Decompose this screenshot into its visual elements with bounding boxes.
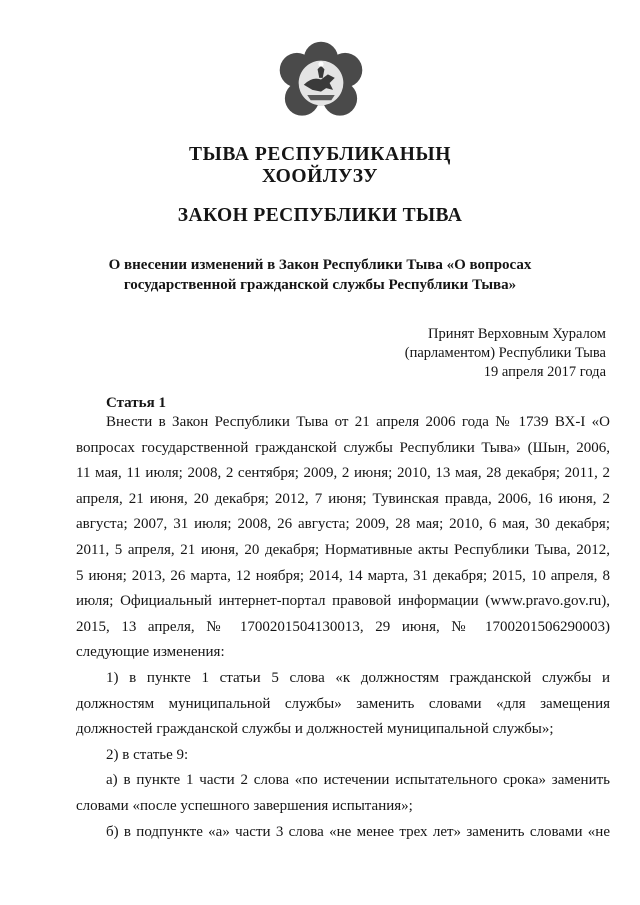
adoption-line: Принят Верховным Хуралом — [428, 326, 606, 342]
text-line: должностей гражданской службы и должностей муниципальной службы»; — [76, 721, 554, 738]
text-line: июля; Официальный интернет-портал правовой информации (www.pravo.gov.ru), — [76, 593, 610, 610]
text-line: 1) в пункте 1 статьи 5 слова «к должностям гражданской службы и — [106, 669, 610, 686]
text-line: августа; 2007, 31 июля; 2008, 26 августа; 2009, 28 мая; 2010, 6 мая, 30 декабря; — [76, 516, 610, 533]
text-line: 2) в статье 9: — [106, 746, 189, 763]
law-word-tuvan: ХООЙЛУЗУ — [261, 166, 379, 187]
text-line: 11 мая, 11 июля; 2008, 2 сентября; 2009, 2 июня; 2010, 13 мая, 28 декабря; 2011, 2 — [76, 465, 610, 482]
law-subject-line: государственной гражданской службы Республики Тыва» — [123, 277, 517, 293]
text-line: 5 июня; 2013, 26 марта, 12 ноября; 2014, 14 марта, 31 декабря; 2015, 10 апреля, 8 — [76, 567, 610, 584]
text-line: следующие изменения: — [76, 644, 225, 661]
tuva-emblem — [278, 40, 364, 126]
text-line: должностям муниципальной службы» заменить словами «для замещения — [76, 695, 610, 712]
text-line: вопросах государственной гражданской службы Республики Тыва» (Шын, 2006, — [76, 439, 610, 456]
text-line: апреля, 21 июня, 20 декабря; 2012, 7 июня; Тувинская правда, 2006, 16 июня, 2 — [76, 490, 610, 507]
adoption-note — [405, 325, 606, 382]
law-subject-line: О внесении изменений в Закон Республики Тыва «О вопросах — [108, 257, 532, 273]
law-title: ЗАКОН РЕСПУБЛИКИ ТЫВА — [177, 205, 463, 226]
text-line: а) в пункте 1 части 2 слова «по истечении испытательного срока» заменить — [106, 772, 610, 789]
text-line: Внести в Закон Республики Тыва от 21 апреля 2006 года № 1739 ВХ-I «О — [106, 414, 610, 430]
text-line: 2015, 13 апреля, № 1700201504130013, 29 июня, № 1700201506290003) — [76, 618, 610, 635]
republic-name-tuvan: ТЫВА РЕСПУБЛИКАНЫҢ — [189, 144, 451, 165]
text-line: 2011, 5 апреля, 21 июня, 20 декабря; Нормативные акты Республики Тыва, 2012, — [76, 541, 610, 558]
text-line: словами «после успешного завершения испытания»; — [76, 797, 413, 814]
adoption-date: 19 апреля 2017 года — [483, 364, 606, 380]
adoption-line: (парламентом) Республики Тыва — [404, 345, 606, 361]
article-title: Статья 1 — [106, 395, 166, 411]
law-subject — [0, 255, 640, 295]
article-body — [76, 410, 610, 845]
text-line: б) в подпункте «а» части 3 слова «не менее трех лет» заменить словами «не — [106, 823, 610, 840]
